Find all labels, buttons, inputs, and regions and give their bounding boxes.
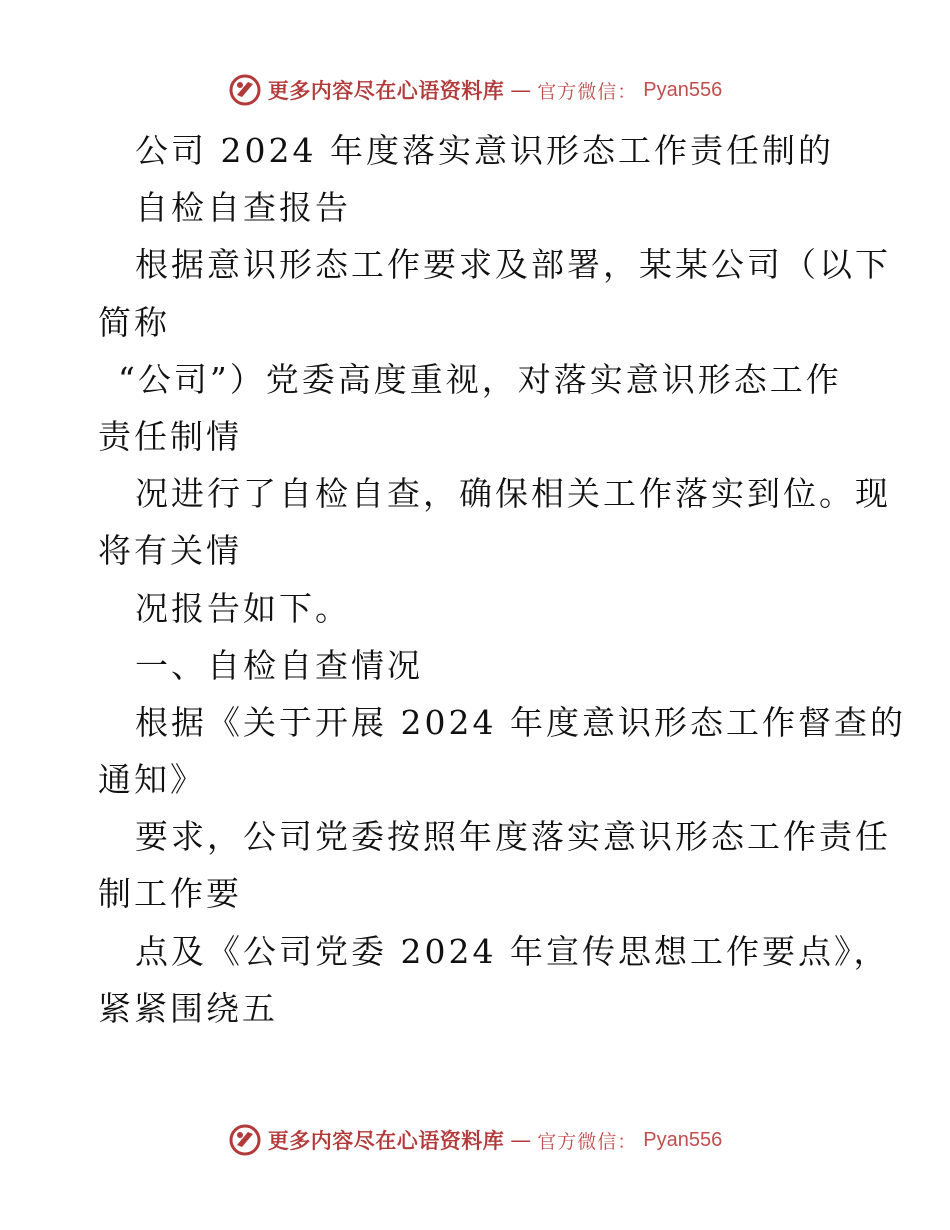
paragraph-line: 紧紧围绕五 — [98, 988, 278, 1028]
watermark-wechat-id: Pyan556 — [643, 1128, 723, 1151]
watermark-brand: 更多内容尽在心语资料库 — [267, 79, 505, 103]
document-body — [98, 122, 906, 1037]
paragraph-line: 要求，公司党委按照年度落实意识形态工作责任 — [135, 817, 891, 857]
header-watermark — [0, 70, 950, 110]
paragraph-line: 制工作要 — [98, 874, 242, 914]
document-title: 公司 2024 年度落实意识形态工作责任制的 — [135, 131, 834, 170]
watermark-separator: — — [510, 1128, 532, 1152]
paragraph-line: 根据意识形态工作要求及部署，某某公司（以下 — [135, 245, 891, 285]
watermark-separator: — — [510, 78, 532, 102]
document-title: 自检自查报告 — [135, 188, 351, 228]
watermark-wechat-label: 官方微信： — [537, 80, 638, 103]
footer-watermark — [0, 1120, 950, 1160]
watermark-wechat-label: 官方微信： — [537, 1130, 638, 1153]
paragraph-line: 根据《关于开展 2024 年度意识形态工作督查的 — [135, 702, 906, 742]
paragraph-line: 将有关情 — [98, 531, 242, 571]
paragraph-line: 责任制情 — [98, 416, 242, 456]
brand-logo-icon — [228, 1123, 262, 1157]
watermark-brand: 更多内容尽在心语资料库 — [267, 1129, 505, 1153]
section-heading: 一、自检自查情况 — [135, 645, 423, 685]
paragraph-line: 况报告如下。 — [135, 588, 351, 628]
brand-logo-icon — [228, 73, 262, 107]
watermark-wechat-id: Pyan556 — [643, 78, 723, 101]
paragraph-line: 况进行了自检自查，确保相关工作落实到位。现 — [135, 474, 891, 514]
paragraph-line: 点及《公司党委 2024 年宣传思想工作要点》， — [135, 931, 890, 971]
paragraph-line: “公司”）党委高度重视，对落实意识形态工作 — [118, 359, 842, 399]
paragraph-line: 简称 — [98, 302, 170, 342]
paragraph-line: 通知》 — [98, 760, 206, 800]
